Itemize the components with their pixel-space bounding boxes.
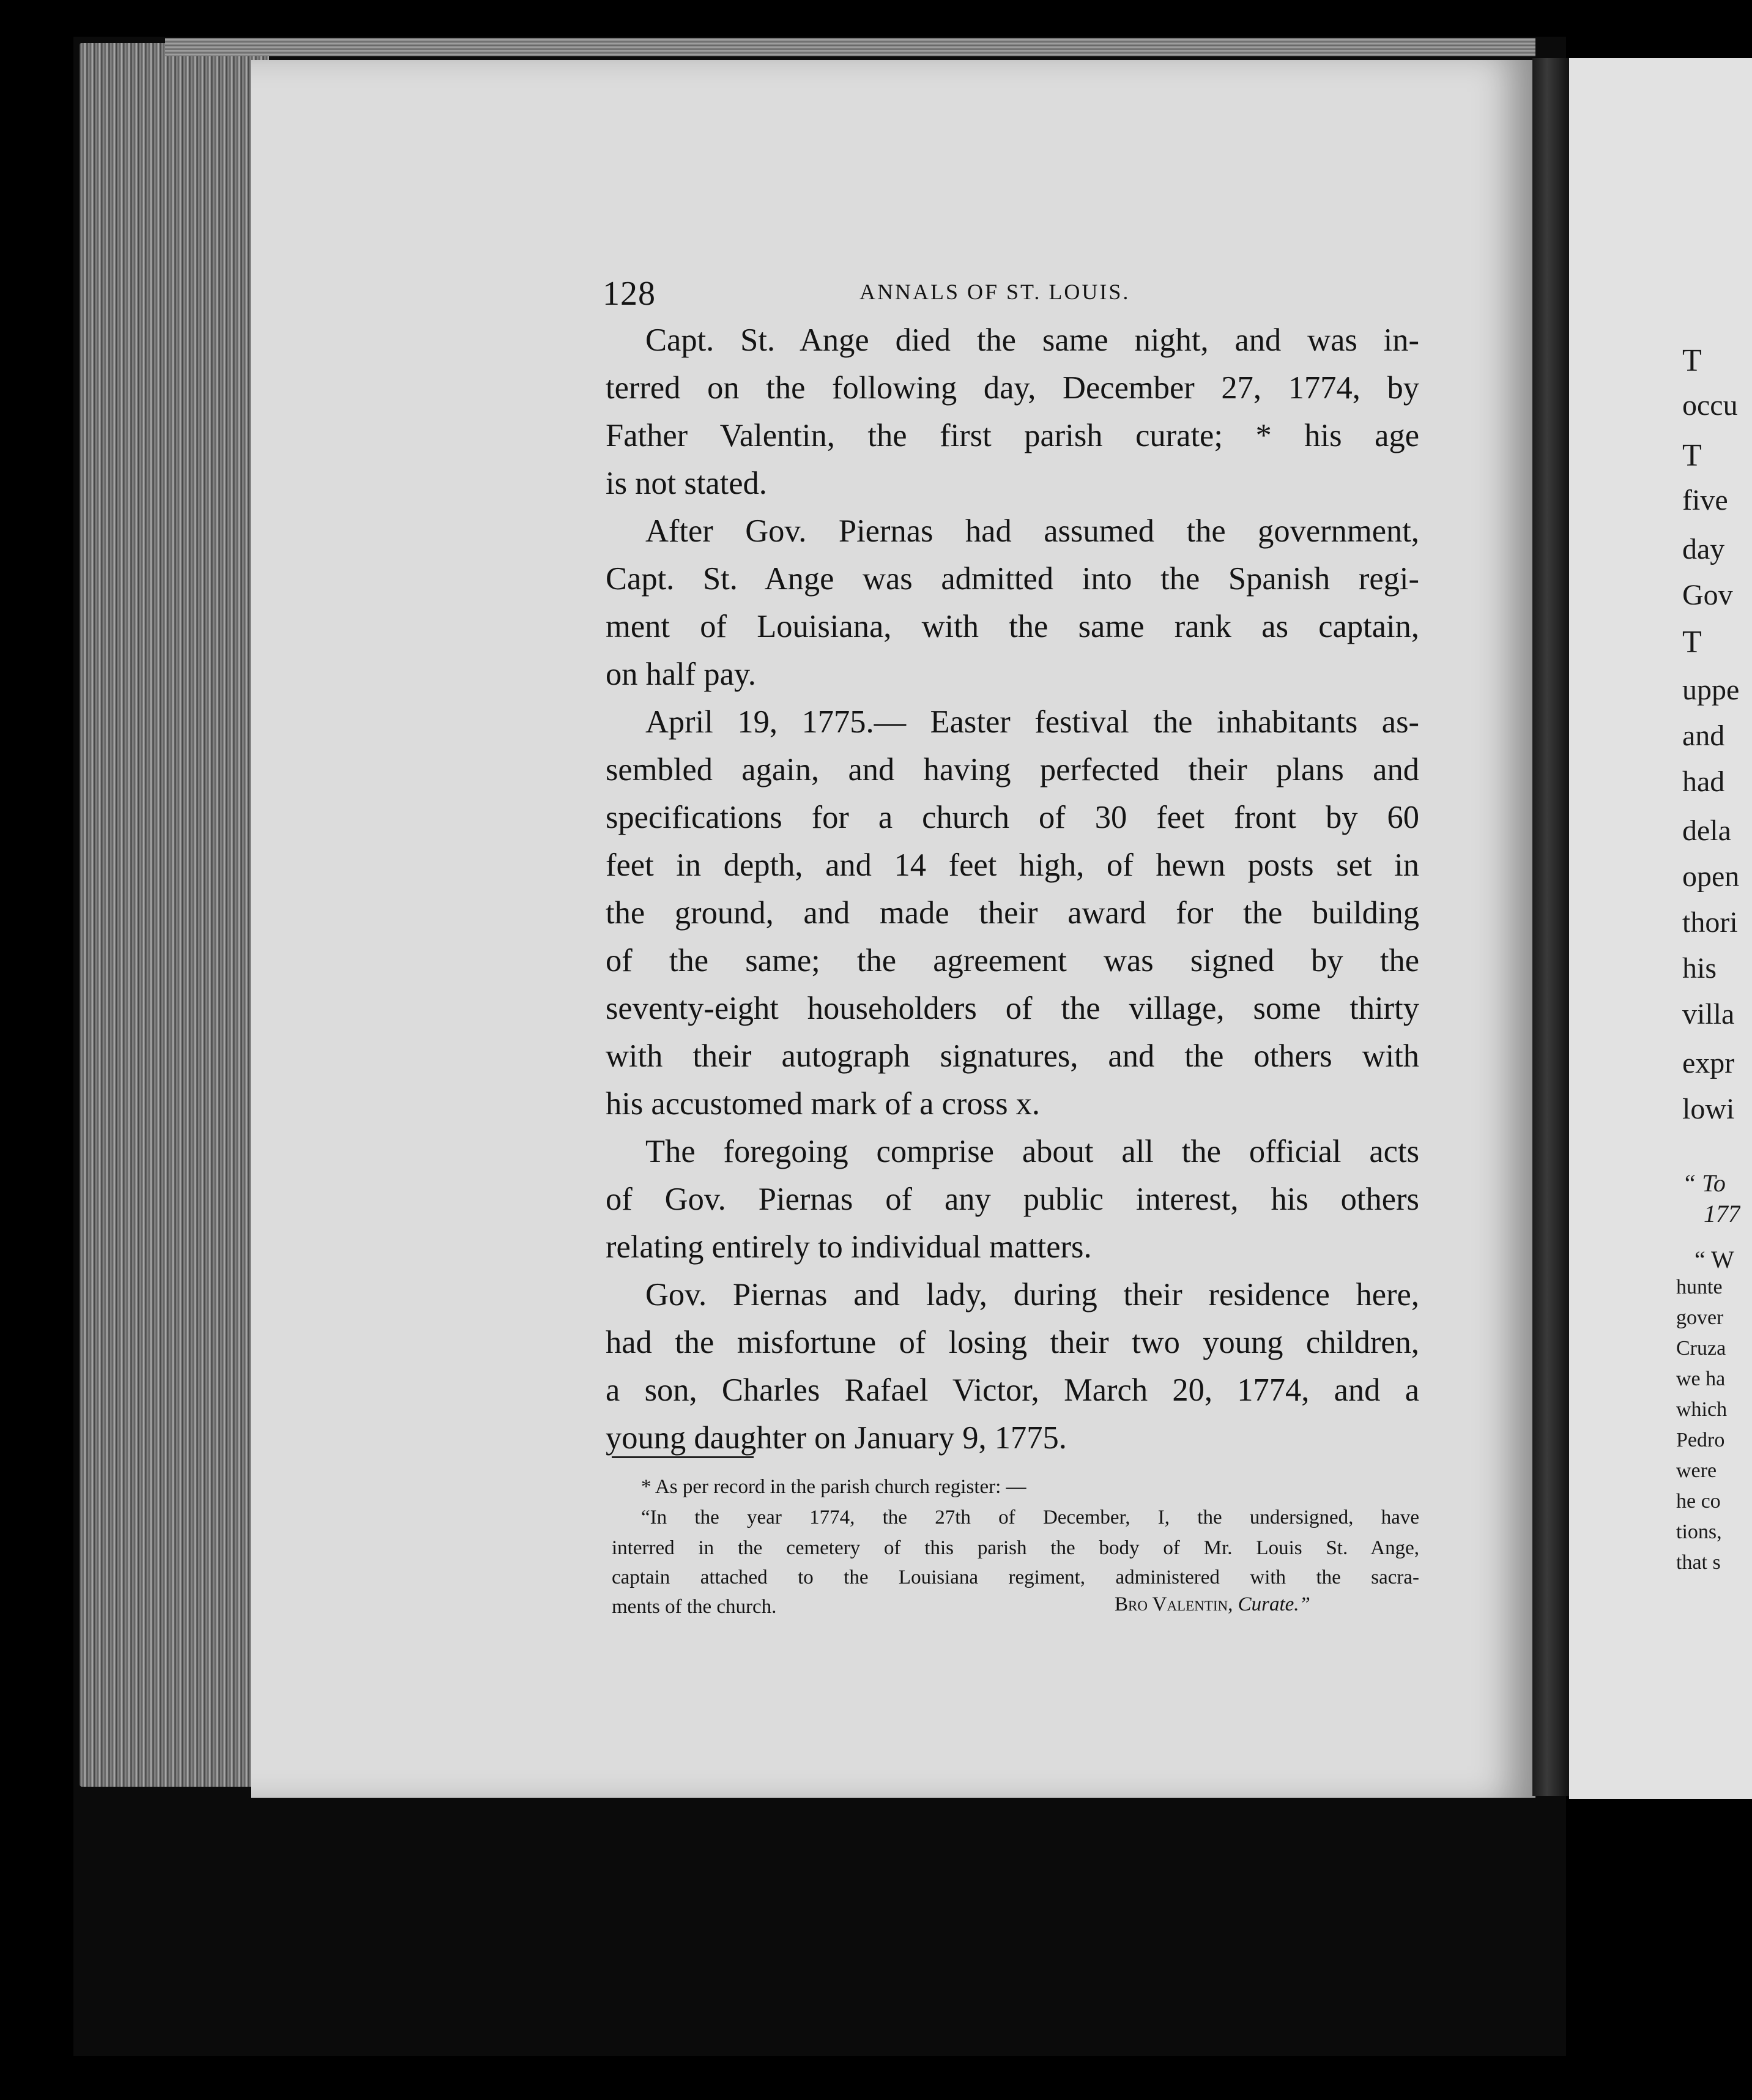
facing-page-fragment: “ W	[1694, 1246, 1734, 1273]
facing-page-fragment: lowi	[1682, 1093, 1735, 1125]
facing-page-fragment: Gov	[1682, 579, 1733, 611]
body-line: of the same; the agreement was signed by the	[606, 943, 1419, 978]
running-title: ANNALS OF ST. LOUIS.	[859, 280, 1130, 304]
footnote-line: captain attached to the Louisiana regiment, administered with the sacra-	[612, 1566, 1419, 1588]
facing-page-fragment: 177	[1704, 1200, 1740, 1227]
facing-page-fragment: he co	[1676, 1490, 1721, 1513]
facing-page-fragment: “ To	[1682, 1169, 1726, 1197]
body-line: sembled again, and having perfected their plans and	[606, 752, 1419, 788]
body-line: relating entirely to individual matters.	[606, 1229, 1092, 1265]
facing-page-fragment: Cruza	[1676, 1337, 1726, 1360]
footnote-line: “In the year 1774, the 27th of December, I, the undersigned, have	[641, 1506, 1419, 1528]
body-line: Capt. St. Ange died the same night, and was in-	[645, 322, 1419, 358]
facing-page-fragment: gover	[1676, 1306, 1724, 1329]
body-line: feet in depth, and 14 feet high, of hewn posts set in	[606, 847, 1419, 883]
facing-page-fragment: T	[1682, 343, 1702, 378]
signature-title: Curate.”	[1238, 1593, 1310, 1615]
body-line: with their autograph signatures, and the others with	[606, 1038, 1419, 1074]
footnote-rule	[612, 1456, 754, 1458]
body-line: terred on the following day, December 27, 1774, by	[606, 370, 1419, 406]
facing-page-fragment: and	[1682, 720, 1725, 752]
facing-page-fragment: villa	[1682, 998, 1735, 1030]
body-line: Capt. St. Ange was admitted into the Spanish regi-	[606, 561, 1419, 597]
footnote-line: interred in the cemetery of this parish the body of Mr. Louis St. Ange,	[612, 1537, 1419, 1559]
body-line: specifications for a church of 30 feet front by 60	[606, 800, 1419, 835]
facing-page-fragment: T	[1682, 438, 1702, 473]
body-line: young daughter on January 9, 1775.	[606, 1420, 1067, 1456]
footnote-line: ments of the church.	[612, 1596, 777, 1618]
footnote-line: * As per record in the parish church register: —	[641, 1476, 1026, 1498]
facing-page-fragment: which	[1676, 1398, 1728, 1421]
body-line: The foregoing comprise about all the official acts	[645, 1134, 1419, 1169]
facing-page-fragment: we ha	[1676, 1368, 1726, 1390]
body-line: ment of Louisiana, with the same rank as captain,	[606, 609, 1419, 644]
body-line: his accustomed mark of a cross x.	[606, 1086, 1041, 1122]
body-line: of Gov. Piernas of any public interest, his others	[606, 1182, 1419, 1217]
body-line: seventy-eight householders of the village, some thirty	[606, 991, 1419, 1026]
facing-page-fragment: tions,	[1676, 1521, 1722, 1543]
facing-page-fragment: expr	[1682, 1047, 1735, 1079]
body-line: the ground, and made their award for the building	[606, 895, 1419, 931]
running-head	[603, 274, 1418, 317]
facing-page-fragment: hunte	[1676, 1276, 1723, 1298]
body-line: on half pay.	[606, 657, 756, 692]
page-number: 128	[603, 275, 656, 313]
facing-page-fragment: had	[1682, 765, 1725, 798]
facing-page-fragment: were	[1676, 1459, 1717, 1482]
facing-page-fragment: T	[1682, 625, 1702, 660]
facing-page-fragment: five	[1682, 484, 1728, 516]
signature-name: Bro Valentin,	[1115, 1593, 1233, 1615]
body-line: a son, Charles Rafael Victor, March 20, 1774, and a	[606, 1372, 1419, 1408]
body-line: After Gov. Piernas had assumed the government,	[645, 513, 1419, 549]
facing-page-fragment: day	[1682, 533, 1725, 565]
body-line: had the misfortune of losing their two young children,	[606, 1325, 1419, 1360]
facing-page-fragment: thori	[1682, 906, 1738, 939]
facing-page-fragment: Pedro	[1676, 1429, 1725, 1451]
book-gutter	[1532, 58, 1569, 1796]
body-line: Father Valentin, the first parish curate; * his age	[606, 418, 1419, 453]
facing-page-fragment: dela	[1682, 814, 1731, 847]
facing-page-fragment: uppe	[1682, 674, 1740, 706]
facing-page-fragment: that s	[1676, 1551, 1721, 1574]
page-edges-top	[165, 38, 1535, 56]
body-line: April 19, 1775.— Easter festival the inhabitants as-	[645, 704, 1419, 740]
page-edges	[80, 43, 269, 1787]
footnote-signature	[1115, 1593, 1310, 1616]
facing-page-fragment: his	[1682, 952, 1717, 985]
facing-page-fragment: occu	[1682, 389, 1738, 422]
body-line: is not stated.	[606, 466, 767, 501]
body-line: Gov. Piernas and lady, during their residence here,	[645, 1277, 1419, 1312]
facing-page-fragment: open	[1682, 860, 1740, 893]
